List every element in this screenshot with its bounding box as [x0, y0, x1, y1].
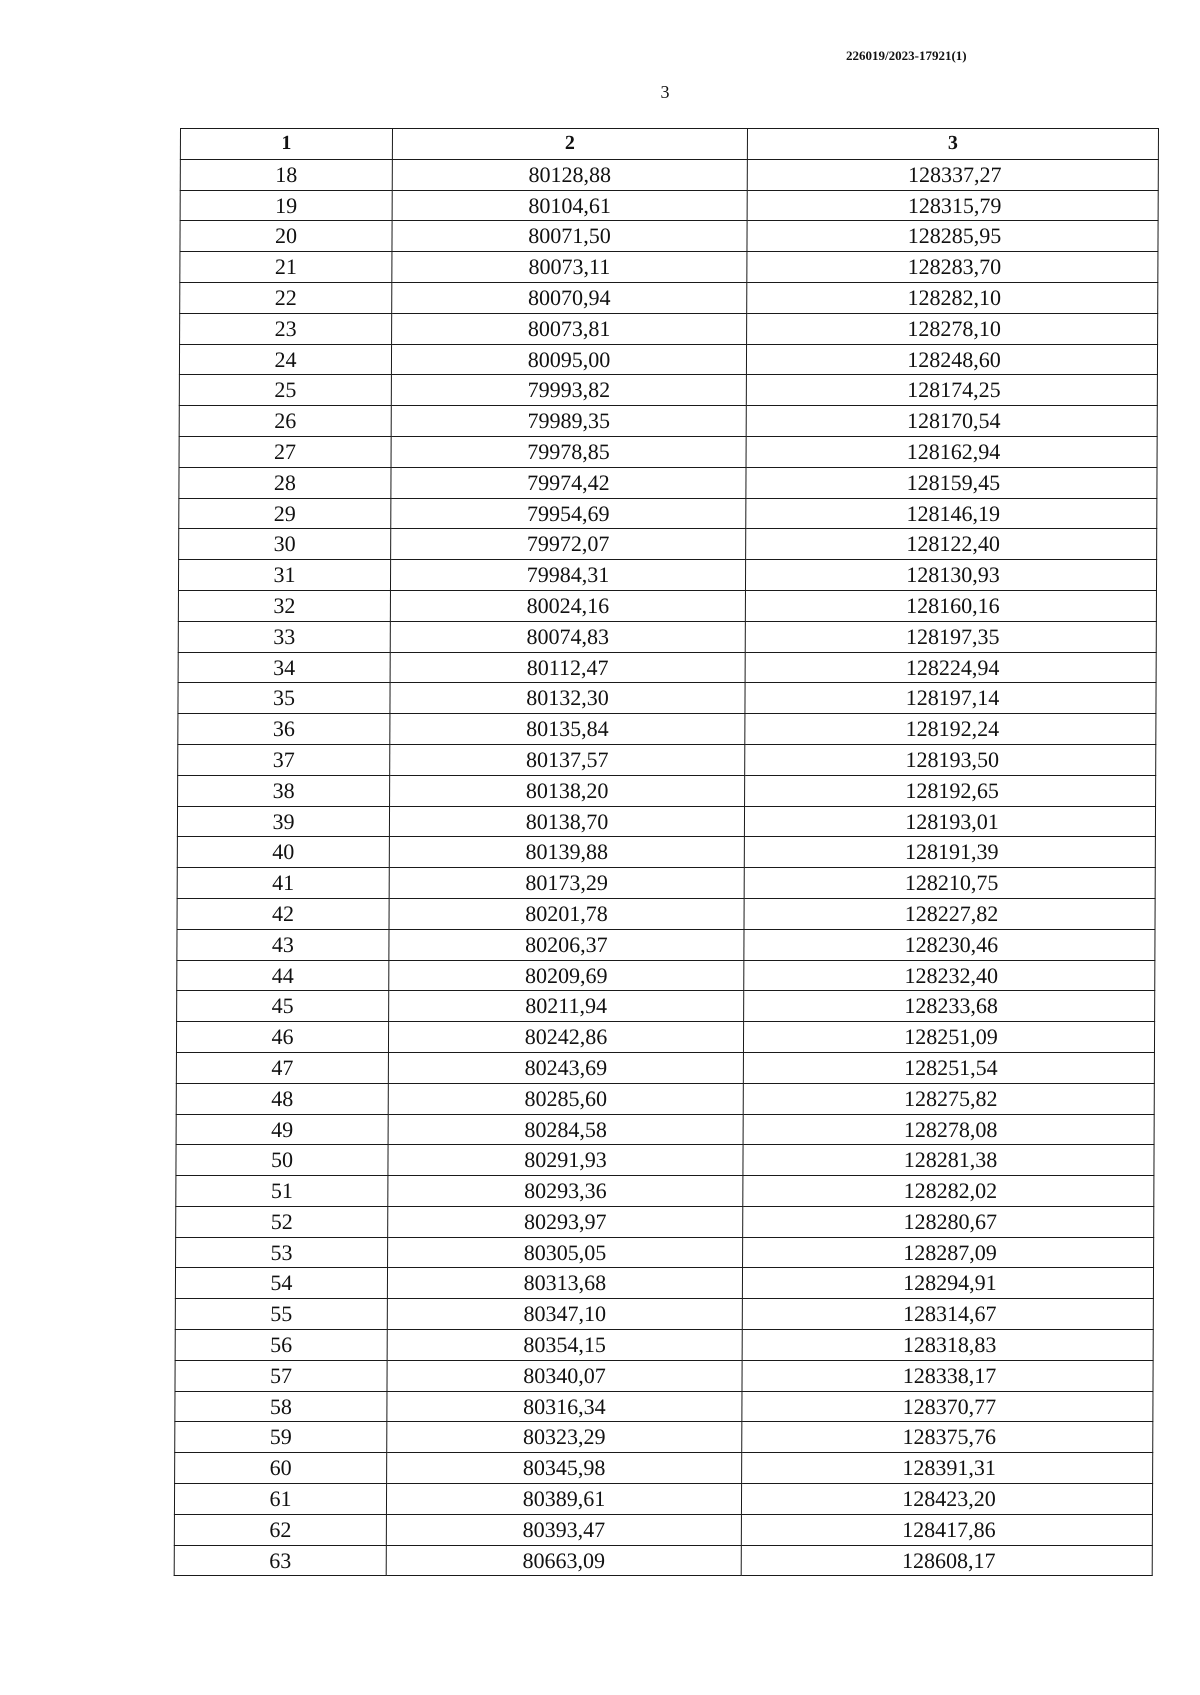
coordinate-y-cell: 128146,19: [746, 498, 1157, 529]
coordinate-y-cell: 128160,16: [745, 590, 1156, 621]
table-row: [177, 837, 1155, 868]
coordinate-y-cell: 128285,95: [747, 221, 1158, 252]
coordinate-x-cell: 80209,69: [389, 960, 744, 991]
table-row: [178, 714, 1156, 745]
point-number-cell: 63: [174, 1545, 386, 1576]
coordinate-y-cell: 128282,02: [743, 1176, 1154, 1207]
coordinate-x-cell: 80293,36: [388, 1176, 743, 1207]
table-row: [175, 1453, 1153, 1484]
coordinate-y-cell: 128375,76: [742, 1422, 1153, 1453]
table-row: [177, 898, 1155, 929]
coordinate-x-cell: 80284,58: [388, 1114, 743, 1145]
table-row: [175, 1391, 1153, 1422]
coordinate-x-cell: 80305,05: [388, 1237, 743, 1268]
point-number-cell: 51: [176, 1176, 388, 1207]
coordinate-x-cell: 80663,09: [386, 1545, 741, 1576]
point-number-cell: 50: [176, 1145, 388, 1176]
coordinate-y-cell: 128174,25: [746, 375, 1157, 406]
point-number-cell: 47: [176, 1052, 388, 1083]
point-number-cell: 53: [176, 1237, 388, 1268]
coordinate-x-cell: 80389,61: [386, 1484, 741, 1515]
point-number-cell: 20: [180, 221, 392, 252]
coordinate-x-cell: 80173,29: [389, 868, 744, 899]
coordinate-x-cell: 80132,30: [390, 683, 745, 714]
coordinate-x-cell: 80135,84: [390, 714, 745, 745]
coordinate-x-cell: 80316,34: [387, 1391, 742, 1422]
coordinate-x-cell: 79978,85: [391, 436, 746, 467]
coordinate-y-cell: 128608,17: [741, 1545, 1152, 1576]
point-number-cell: 57: [175, 1360, 387, 1391]
coordinate-x-cell: 80095,00: [391, 344, 746, 375]
point-number-cell: 59: [175, 1422, 387, 1453]
point-number-cell: 45: [177, 991, 389, 1022]
table-row: [179, 406, 1157, 437]
coordinate-x-cell: 80128,88: [392, 159, 747, 190]
table-row: [180, 313, 1158, 344]
coordinate-y-cell: 128248,60: [746, 344, 1157, 375]
table-row: [176, 1176, 1154, 1207]
point-number-cell: 42: [177, 898, 389, 929]
coordinate-y-cell: 128287,09: [743, 1237, 1154, 1268]
table-row: [175, 1330, 1153, 1361]
coordinate-y-cell: 128391,31: [742, 1453, 1153, 1484]
coordinate-x-cell: 80243,69: [388, 1052, 743, 1083]
coordinate-y-cell: 128281,38: [743, 1145, 1154, 1176]
table-row: [176, 1206, 1154, 1237]
coordinate-x-cell: 79989,35: [391, 406, 746, 437]
coordinate-x-cell: 80074,83: [390, 621, 745, 652]
coordinate-x-cell: 80242,86: [388, 1022, 743, 1053]
coordinate-x-cell: 80112,47: [390, 652, 745, 683]
coordinate-y-cell: 128210,75: [744, 868, 1155, 899]
table-row: [180, 282, 1158, 313]
table-row: [176, 1237, 1154, 1268]
point-number-cell: 38: [178, 775, 390, 806]
point-number-cell: 29: [179, 498, 391, 529]
point-number-cell: 54: [175, 1268, 387, 1299]
point-number-cell: 43: [177, 929, 389, 960]
table-row: [179, 375, 1157, 406]
coordinate-y-cell: 128197,35: [745, 621, 1156, 652]
table-row: [177, 960, 1155, 991]
coordinate-x-cell: 80206,37: [389, 929, 744, 960]
table-row: [177, 991, 1155, 1022]
table-row: [175, 1268, 1153, 1299]
point-number-cell: 32: [178, 590, 390, 621]
table-row: [178, 775, 1156, 806]
coordinate-x-cell: 80347,10: [387, 1299, 742, 1330]
point-number-cell: 49: [176, 1114, 388, 1145]
column-header-2: 2: [392, 129, 747, 160]
coordinate-y-cell: 128130,93: [745, 560, 1156, 591]
coordinate-y-cell: 128122,40: [746, 529, 1157, 560]
point-number-cell: 31: [178, 560, 390, 591]
table-row: [176, 1022, 1154, 1053]
table-row: [180, 190, 1158, 221]
coordinate-x-cell: 79954,69: [391, 498, 746, 529]
table-row: [177, 929, 1155, 960]
coordinate-y-cell: 128314,67: [742, 1299, 1153, 1330]
coordinate-y-cell: 128159,45: [746, 467, 1157, 498]
coordinate-x-cell: 79993,82: [391, 375, 746, 406]
coordinate-x-cell: 80313,68: [387, 1268, 742, 1299]
point-number-cell: 23: [180, 313, 392, 344]
coordinate-y-cell: 128197,14: [745, 683, 1156, 714]
coordinate-x-cell: 80340,07: [387, 1360, 742, 1391]
coordinate-y-cell: 128423,20: [741, 1484, 1152, 1515]
point-number-cell: 21: [180, 252, 392, 283]
coordinate-x-cell: 80293,97: [388, 1206, 743, 1237]
coordinate-y-cell: 128282,10: [747, 282, 1158, 313]
coordinate-y-cell: 128294,91: [742, 1268, 1153, 1299]
table-row: [176, 1052, 1154, 1083]
coordinate-y-cell: 128337,27: [747, 159, 1158, 190]
table-row: [176, 1145, 1154, 1176]
coordinate-x-cell: 80137,57: [390, 744, 745, 775]
point-number-cell: 30: [179, 529, 391, 560]
coordinate-x-cell: 80323,29: [387, 1422, 742, 1453]
table-row: [180, 159, 1158, 190]
table-row: [179, 498, 1157, 529]
point-number-cell: 56: [175, 1330, 387, 1361]
coordinate-y-cell: 128338,17: [742, 1360, 1153, 1391]
coordinate-x-cell: 80393,47: [386, 1514, 741, 1545]
point-number-cell: 61: [174, 1484, 386, 1515]
coordinate-x-cell: 80073,11: [392, 252, 747, 283]
page-number: 3: [660, 82, 670, 102]
coordinate-x-cell: 80138,70: [389, 806, 744, 837]
point-number-cell: 25: [179, 375, 391, 406]
coordinate-y-cell: 128162,94: [746, 436, 1157, 467]
point-number-cell: 34: [178, 652, 390, 683]
point-number-cell: 48: [176, 1083, 388, 1114]
coordinate-y-cell: 128233,68: [744, 991, 1155, 1022]
table-row: [178, 652, 1156, 683]
table-row: [177, 806, 1155, 837]
table-row: [175, 1360, 1153, 1391]
coordinate-y-cell: 128192,65: [745, 775, 1156, 806]
point-number-cell: 41: [177, 868, 389, 899]
column-header-3: 3: [747, 129, 1158, 160]
point-number-cell: 44: [177, 960, 389, 991]
coordinates-table: [174, 128, 1159, 1576]
point-number-cell: 55: [175, 1299, 387, 1330]
coordinate-y-cell: 128191,39: [744, 837, 1155, 868]
coordinate-x-cell: 79984,31: [390, 560, 745, 591]
coordinate-y-cell: 128232,40: [744, 960, 1155, 991]
coordinate-y-cell: 128315,79: [747, 190, 1158, 221]
coordinate-x-cell: 80345,98: [387, 1453, 742, 1484]
table-row: [176, 1114, 1154, 1145]
point-number-cell: 52: [176, 1206, 388, 1237]
coordinate-x-cell: 80071,50: [392, 221, 747, 252]
coordinate-y-cell: 128278,10: [747, 313, 1158, 344]
table-row: [180, 221, 1158, 252]
point-number-cell: 26: [179, 406, 391, 437]
point-number-cell: 37: [178, 744, 390, 775]
table-row: [178, 744, 1156, 775]
table-row: [177, 868, 1155, 899]
point-number-cell: 19: [180, 190, 392, 221]
table-row: [179, 529, 1157, 560]
table-body: [174, 159, 1158, 1576]
coordinate-y-cell: 128170,54: [746, 406, 1157, 437]
coordinate-y-cell: 128224,94: [745, 652, 1156, 683]
coordinate-x-cell: 79972,07: [391, 529, 746, 560]
coordinate-y-cell: 128193,01: [744, 806, 1155, 837]
table-row: [179, 344, 1157, 375]
point-number-cell: 33: [178, 621, 390, 652]
table-row: [176, 1083, 1154, 1114]
coordinate-y-cell: 128318,83: [742, 1330, 1153, 1361]
table-row: [178, 560, 1156, 591]
coordinate-x-cell: 80354,15: [387, 1330, 742, 1361]
coordinate-y-cell: 128275,82: [743, 1083, 1154, 1114]
point-number-cell: 28: [179, 467, 391, 498]
table-row: [175, 1299, 1153, 1330]
coordinate-x-cell: 80291,93: [388, 1145, 743, 1176]
point-number-cell: 36: [178, 714, 390, 745]
coordinate-x-cell: 80024,16: [390, 590, 745, 621]
table-row: [175, 1422, 1153, 1453]
table-row: [174, 1545, 1152, 1576]
point-number-cell: 18: [180, 159, 392, 190]
coordinate-y-cell: 128280,67: [743, 1206, 1154, 1237]
point-number-cell: 46: [176, 1022, 388, 1053]
point-number-cell: 40: [177, 837, 389, 868]
table-row: [178, 590, 1156, 621]
coordinate-x-cell: 80073,81: [392, 313, 747, 344]
table-row: [179, 467, 1157, 498]
coordinate-x-cell: 80139,88: [389, 837, 744, 868]
coordinate-y-cell: 128417,86: [741, 1514, 1152, 1545]
coordinate-y-cell: 128251,09: [743, 1022, 1154, 1053]
coordinate-x-cell: 80211,94: [389, 991, 744, 1022]
table-header-row: [180, 129, 1158, 160]
point-number-cell: 39: [177, 806, 389, 837]
point-number-cell: 22: [180, 282, 392, 313]
coordinate-x-cell: 80070,94: [392, 282, 747, 313]
coordinate-x-cell: 80285,60: [388, 1083, 743, 1114]
point-number-cell: 60: [175, 1453, 387, 1484]
table-row: [180, 252, 1158, 283]
table-row: [178, 621, 1156, 652]
coordinate-y-cell: 128283,70: [747, 252, 1158, 283]
coordinate-x-cell: 80201,78: [389, 898, 744, 929]
coordinate-y-cell: 128227,82: [744, 898, 1155, 929]
coordinate-y-cell: 128370,77: [742, 1391, 1153, 1422]
point-number-cell: 27: [179, 436, 391, 467]
point-number-cell: 62: [174, 1514, 386, 1545]
table-row: [174, 1514, 1152, 1545]
coordinate-y-cell: 128251,54: [743, 1052, 1154, 1083]
point-number-cell: 58: [175, 1391, 387, 1422]
point-number-cell: 35: [178, 683, 390, 714]
table-row: [174, 1484, 1152, 1515]
coordinate-y-cell: 128230,46: [744, 929, 1155, 960]
column-header-1: 1: [180, 129, 392, 160]
document-id: 226019/2023-17921(1): [846, 48, 967, 63]
point-number-cell: 24: [179, 344, 391, 375]
coordinate-y-cell: 128278,08: [743, 1114, 1154, 1145]
coordinate-y-cell: 128192,24: [745, 714, 1156, 745]
coordinate-x-cell: 80138,20: [390, 775, 745, 806]
table-row: [178, 683, 1156, 714]
coordinate-y-cell: 128193,50: [745, 744, 1156, 775]
coordinate-x-cell: 80104,61: [392, 190, 747, 221]
coordinate-x-cell: 79974,42: [391, 467, 746, 498]
table-row: [179, 436, 1157, 467]
